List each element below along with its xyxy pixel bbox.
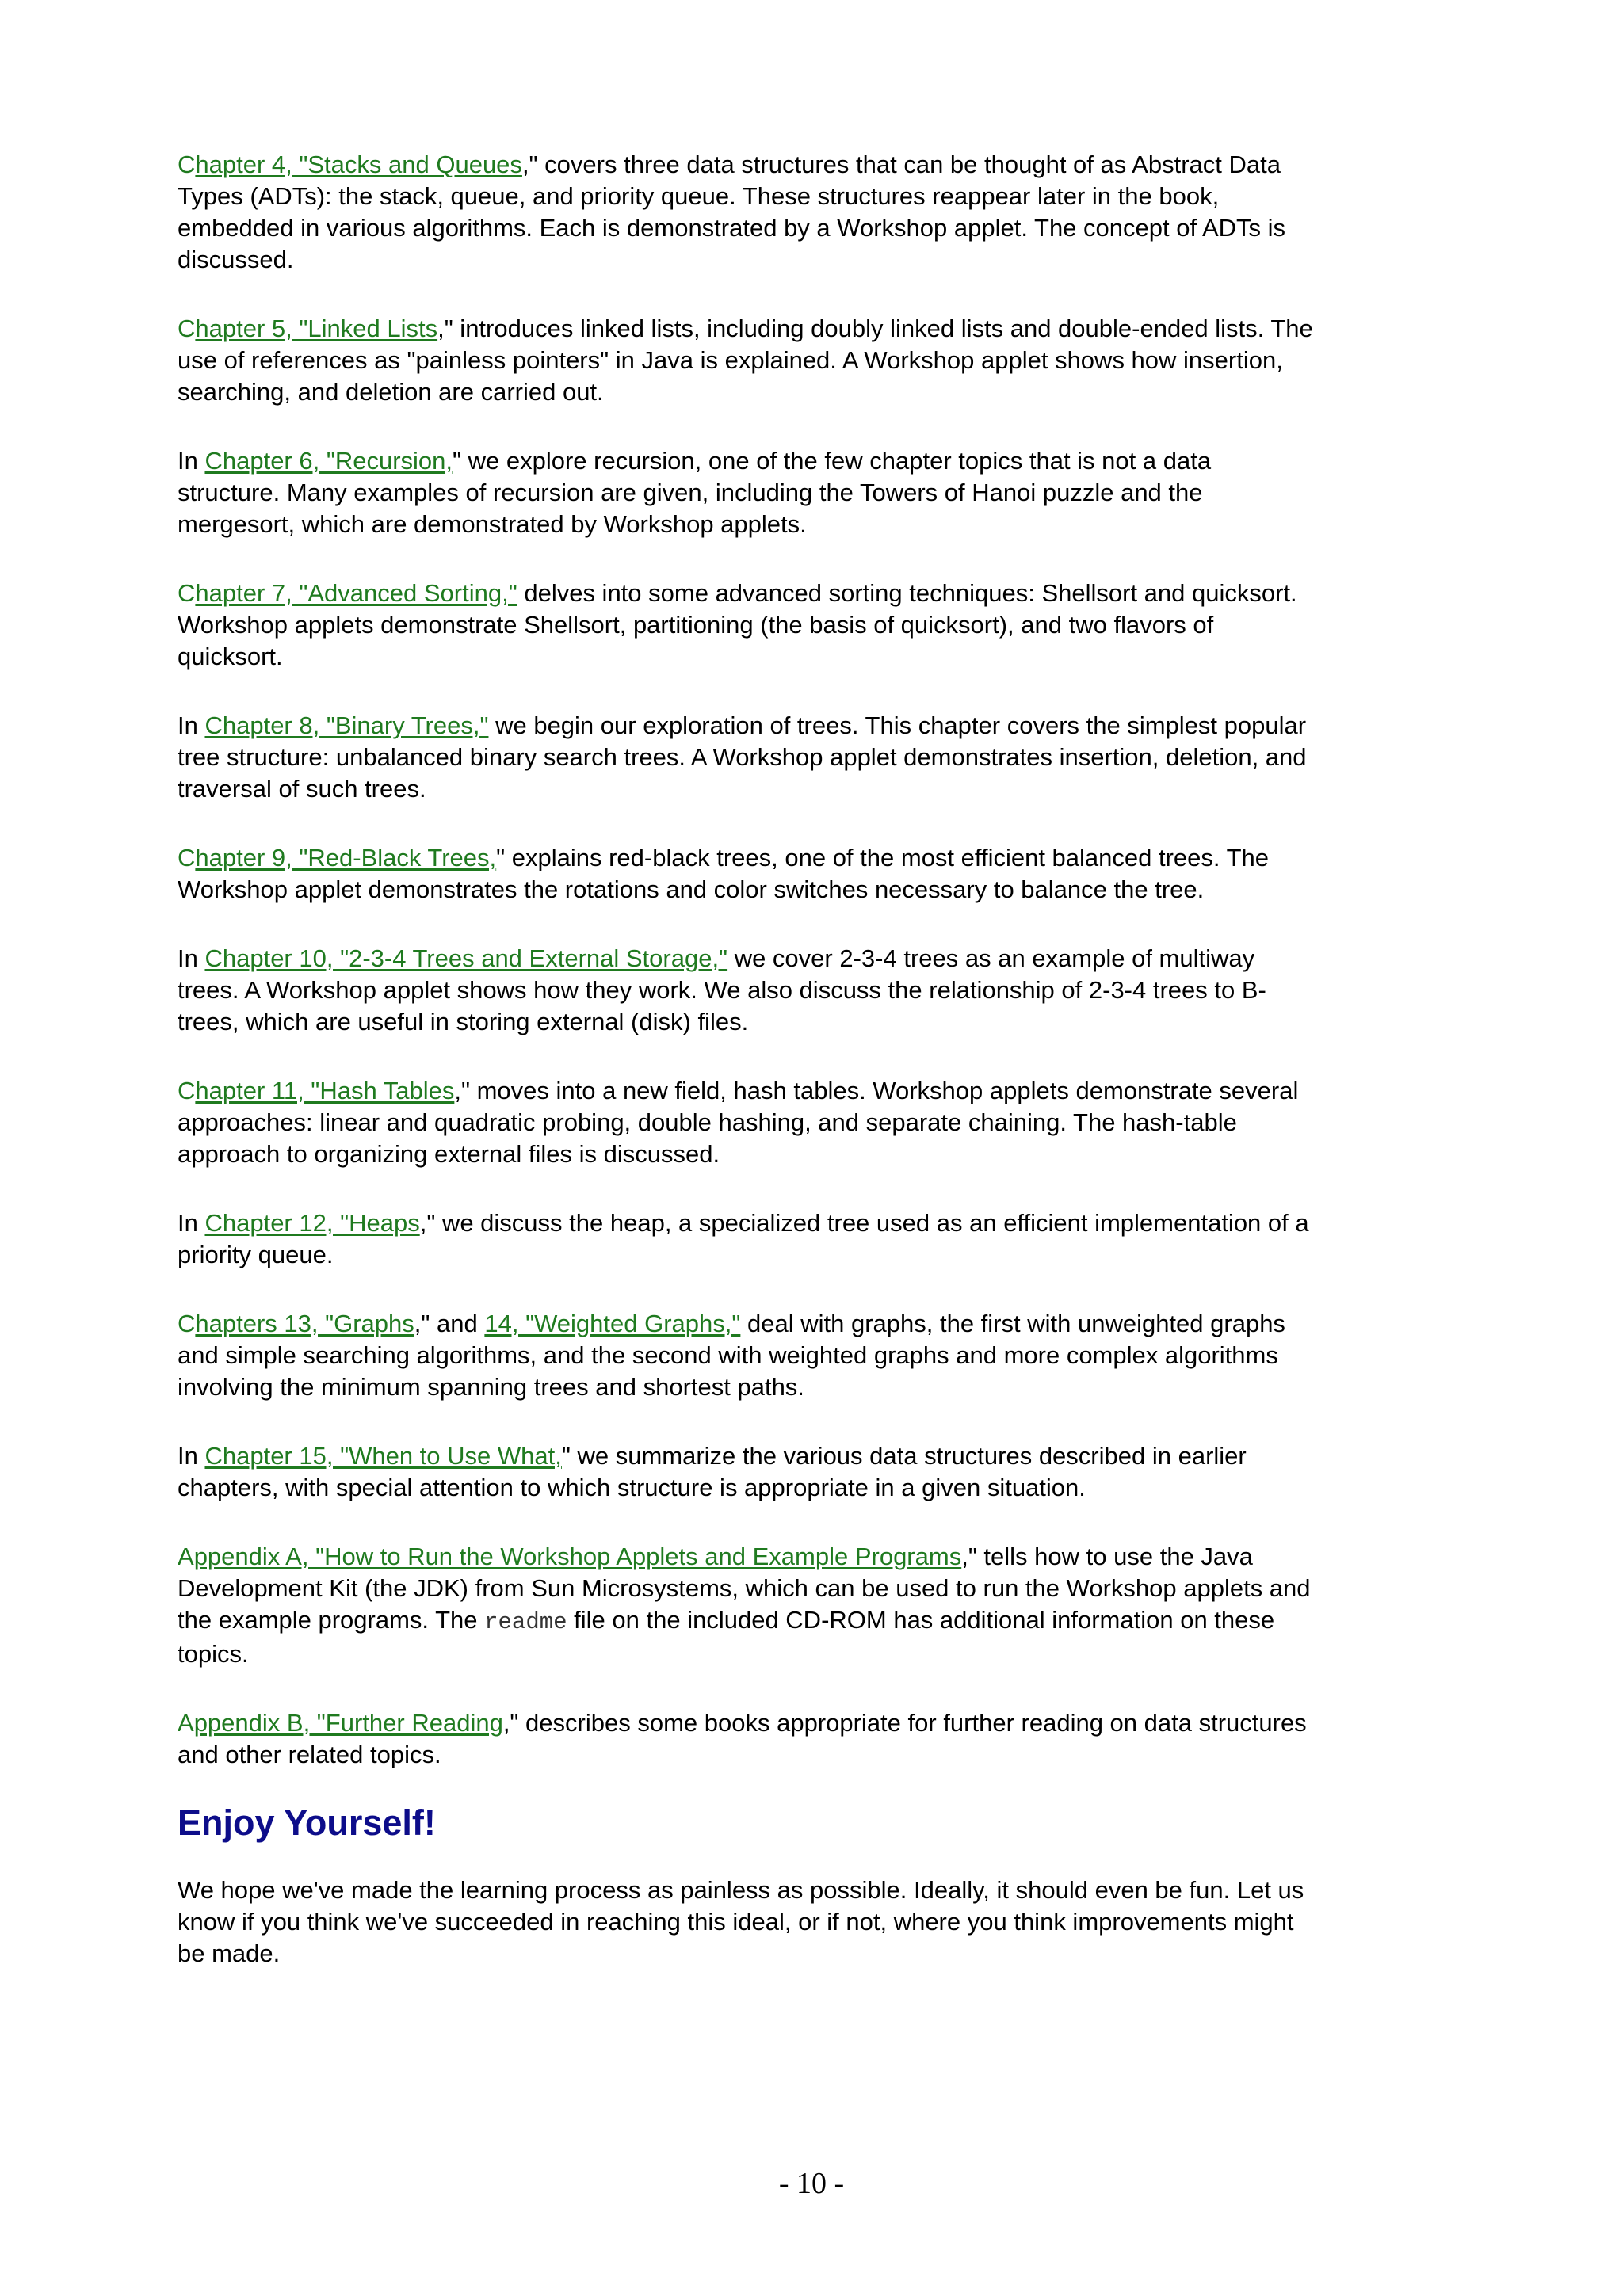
paragraph-text: ," moves into a new field, hash tables. Workshop applets demonstrate several approaches: linear and quadratic probing, double hashing, and separate chaining. The hash-table approach to organizing external files is discussed.: [178, 1077, 1299, 1168]
paragraph-prefix: In: [178, 447, 205, 475]
paragraph-text: ," introduces linked lists, including doubly linked lists and double-ended lists. The use of references as "painless pointers" in Java is explained. A Workshop applet shows how insertion, searching, and deletion are carried out.: [178, 315, 1313, 406]
paragraph-text: we cover 2-3-4 trees as an example of multiway trees. A Workshop applet shows how they work. We also discuss the relationship of 2-3-4 trees to B-trees, which are useful in storing external (disk) files.: [178, 944, 1266, 1035]
link-chapter-9[interactable]: hapter 9, "Red-Black Trees,: [195, 844, 497, 871]
link-initial[interactable]: C: [178, 844, 196, 871]
paragraph-text: ," we discuss the heap, a specialized tree used as an efficient implementation of a priority queue.: [178, 1209, 1309, 1268]
page-body: [178, 149, 1319, 2007]
link-chapter-12[interactable]: Chapter 12, "Heaps: [204, 1209, 420, 1237]
link-initial[interactable]: A: [178, 1709, 194, 1737]
paragraph-text: " we explore recursion, one of the few chapter topics that is not a data structure. Many examples of recursion are given, including the Towers of Hanoi puzzle and the mergesort, which are demonstrated by Workshop applets.: [178, 447, 1212, 538]
paragraph-prefix: In: [178, 944, 205, 972]
paragraph-text: " explains red-black trees, one of the most efficient balanced trees. The Workshop applet demonstrates the rotations and color switches necessary to balance the tree.: [178, 844, 1269, 903]
paragraph-text: file on the included CD-ROM has additional information on these topics.: [178, 1606, 1275, 1668]
paragraph-chapter-6: [178, 445, 1319, 540]
page-number: - 10 -: [778, 2167, 845, 2200]
link-chapter-15[interactable]: Chapter 15, "When to Use What,: [204, 1442, 562, 1470]
link-chapter-8[interactable]: Chapter 8, "Binary Trees,": [204, 711, 489, 739]
paragraph-chapter-9: [178, 842, 1319, 906]
paragraph-text: ," describes some books appropriate for further reading on data structures and other related topics.: [178, 1709, 1307, 1768]
paragraph-chapter-15: [178, 1440, 1319, 1504]
paragraph-text: we begin our exploration of trees. This chapter covers the simplest popular tree structure: unbalanced binary search trees. A Workshop applet demonstrates insertion, deletion, and traversal of such trees.: [178, 711, 1307, 803]
link-appendix-b[interactable]: ppendix B, "Further Reading: [193, 1709, 503, 1737]
link-chapter-13[interactable]: hapters 13, "Graphs: [195, 1310, 414, 1337]
link-chapter-10[interactable]: Chapter 10, "2-3-4 Trees and External Storage,": [204, 944, 728, 972]
code-readme: readme: [484, 1609, 567, 1635]
paragraph-closing: We hope we've made the learning process as painless as possible. Ideally, it should even be fun. Let us know if you think we've succeeded in reaching this ideal, or if not, where you think improvements might be made.: [178, 1876, 1304, 1967]
section-heading: Enjoy Yourself!: [178, 1802, 436, 1843]
link-appendix-a[interactable]: ppendix A, "How to Run the Workshop Applets and Example Programs: [193, 1543, 962, 1570]
paragraph-text: ," tells how to use the Java Development Kit (the JDK) from Sun Microsystems, which can be used to run the Workshop applets and the example programs. The: [178, 1543, 1311, 1634]
paragraph-text: deal with graphs, the first with unweighted graphs and simple searching algorithms, and the second with weighted graphs and more complex algorithms involving the minimum spanning trees and shortest paths.: [178, 1310, 1285, 1401]
paragraph-chapter-8: [178, 710, 1319, 805]
paragraph-appendix-a: [178, 1541, 1319, 1670]
link-initial[interactable]: C: [178, 1310, 196, 1337]
link-initial[interactable]: C: [178, 315, 196, 342]
paragraph-text: " we summarize the various data structures described in earlier chapters, with special attention to which structure is appropriate in a given situation.: [178, 1442, 1247, 1501]
link-chapter-14[interactable]: 14, "Weighted Graphs,": [484, 1310, 741, 1337]
link-chapter-4[interactable]: hapter 4, "Stacks and Queues: [195, 151, 522, 178]
paragraph-appendix-b: [178, 1707, 1319, 1771]
link-chapter-5[interactable]: hapter 5, "Linked Lists: [195, 315, 438, 342]
paragraph-prefix: In: [178, 1442, 205, 1470]
paragraph-chapter-10: [178, 943, 1319, 1038]
paragraph-chapter-5: [178, 313, 1319, 408]
link-initial[interactable]: C: [178, 151, 196, 178]
link-chapter-6[interactable]: Chapter 6, "Recursion,: [204, 447, 453, 475]
paragraph-chapter-7: [178, 578, 1319, 673]
link-chapter-11[interactable]: hapter 11, "Hash Tables: [195, 1077, 455, 1104]
link-chapter-7[interactable]: hapter 7, "Advanced Sorting,": [195, 579, 517, 607]
paragraph-prefix: In: [178, 1209, 205, 1237]
paragraph-chapter-12: [178, 1207, 1319, 1271]
paragraph-chapters-13-14: [178, 1308, 1319, 1403]
link-initial[interactable]: C: [178, 1077, 196, 1104]
paragraph-chapter-11: [178, 1075, 1319, 1170]
paragraph-text: delves into some advanced sorting techniques: Shellsort and quicksort. Workshop applets demonstrate Shellsort, partitioning (the basis of quicksort), and two flavors of quicksort.: [178, 579, 1297, 670]
paragraph-text: ," and: [414, 1310, 485, 1337]
paragraph-prefix: In: [178, 711, 205, 739]
paragraph-chapter-4: [178, 149, 1319, 276]
paragraph-text: ," covers three data structures that can be thought of as Abstract Data Types (ADTs): the stack, queue, and priority queue. These structures reappear later in the book, embedded in various algorithms. Each is demonstrated by a Workshop applet. The concept of ADTs is discussed.: [178, 151, 1286, 273]
link-initial[interactable]: A: [178, 1543, 194, 1570]
link-initial[interactable]: C: [178, 579, 196, 607]
